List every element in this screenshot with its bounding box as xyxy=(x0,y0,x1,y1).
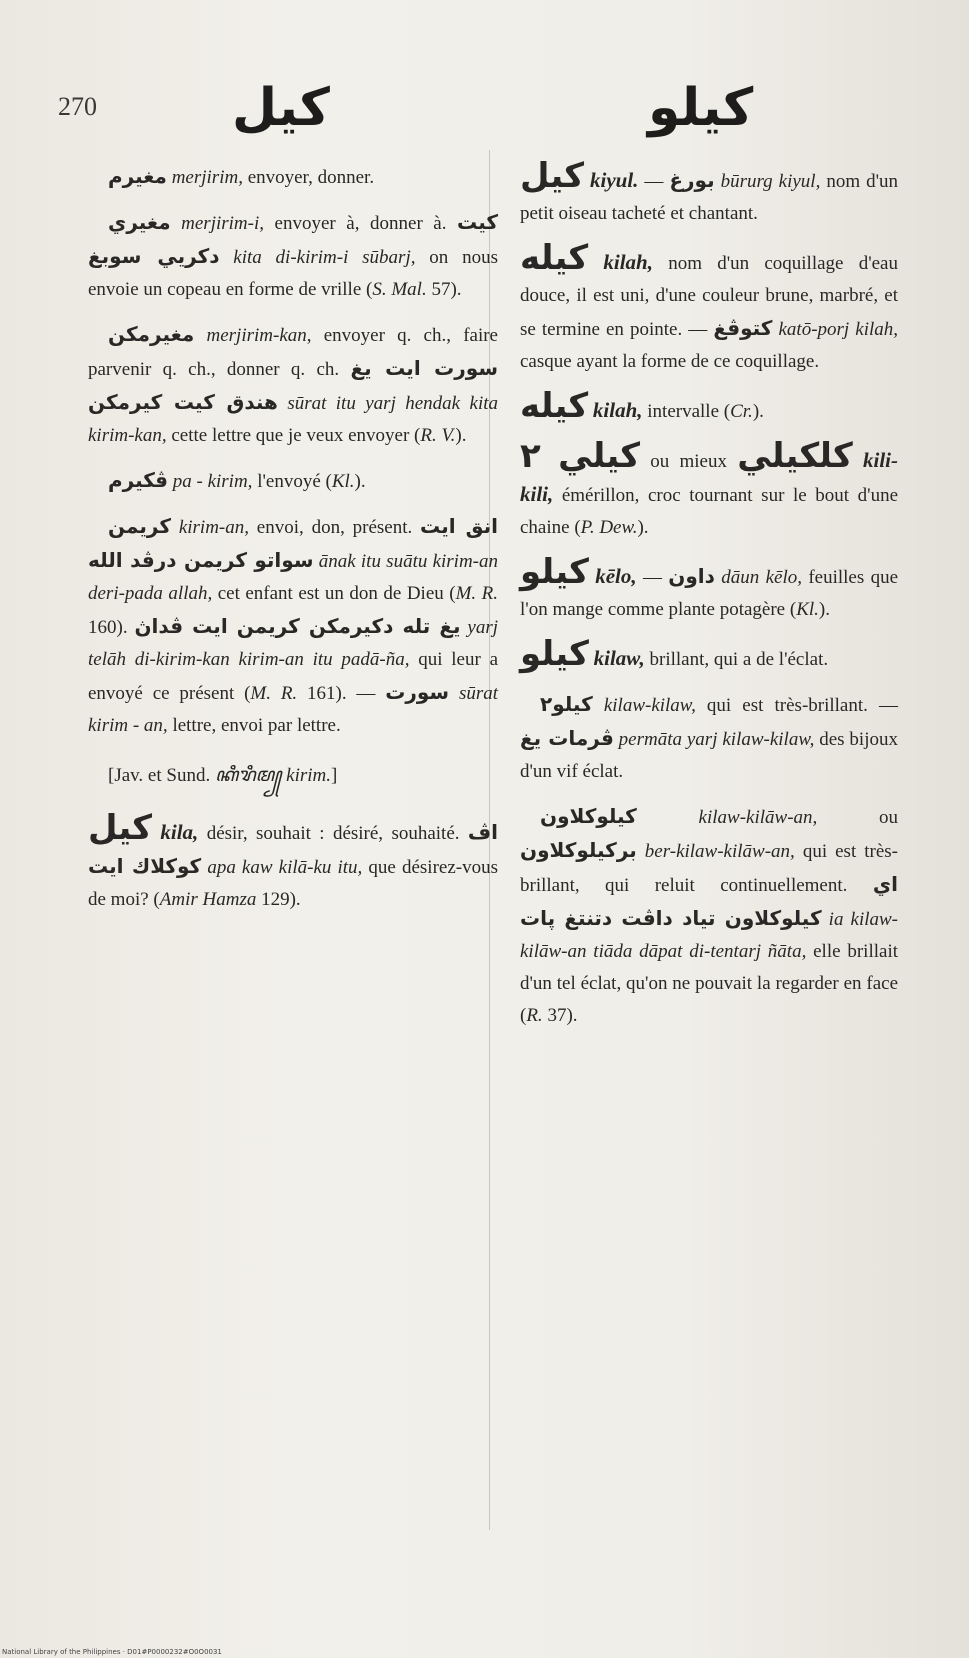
text: 57). xyxy=(426,279,462,300)
note-text: ] xyxy=(331,765,338,786)
arabic-headword: كيل xyxy=(520,156,584,196)
text: ). xyxy=(818,599,830,620)
arabic-example: كتوڤغ xyxy=(713,316,773,340)
example-transliteration: sūrat itu yarj hendak kita kirim-kan, xyxy=(88,393,498,446)
translation: des bijoux d'un vif éclat. xyxy=(520,729,898,782)
transliteration: ber-kilaw-kilāw-an, xyxy=(644,841,795,862)
arabic-example: اي كيلوكلاون تياد داڤت دتنتغ ڽات xyxy=(520,872,898,930)
right-column xyxy=(520,156,899,1044)
entry-merjirim-i xyxy=(88,206,498,306)
transliteration: kilaw-kilāw-an, xyxy=(698,807,818,828)
headword: kila, xyxy=(160,820,199,844)
headword: kilah, xyxy=(592,398,643,422)
text: — xyxy=(636,567,669,588)
definition: envoi, don, présent. xyxy=(249,517,421,538)
transliteration: merjirim-i, xyxy=(181,213,265,234)
entry-kilaw-kilaw-an xyxy=(520,800,898,1032)
translation: que désirez-vous de moi? ( xyxy=(88,857,498,910)
text: ). xyxy=(752,401,764,422)
example-transliteration: permāta yarj kilaw-kilaw, xyxy=(618,729,815,750)
example-transliteration: katō-porj kilah, xyxy=(778,319,899,340)
example-transliteration: dāun kēlo, xyxy=(721,567,802,588)
text: ). xyxy=(455,425,467,446)
definition: envoyer à, donner à. xyxy=(264,213,458,234)
example-transliteration: būrurg kiyul, xyxy=(720,171,821,192)
left-column xyxy=(88,160,498,928)
definition: l'envoyé ( xyxy=(252,471,332,492)
text: 160). xyxy=(88,617,135,638)
arabic-example: كيت دكريي سوبغ xyxy=(88,210,498,268)
transliteration: kirim. xyxy=(286,765,332,786)
translation: cet enfant est un don de Dieu ( xyxy=(212,583,456,604)
entry-kila xyxy=(88,808,498,916)
example-transliteration: ānak itu suātu kirim-an deri-pada allah, xyxy=(88,551,499,604)
translation: casque ayant la forme de ce coquillage. xyxy=(520,351,820,372)
transliteration: merjirim, xyxy=(171,167,243,188)
arabic-example: اڤ كوكلاك ايت xyxy=(88,820,498,878)
entry-kelo xyxy=(520,552,899,626)
transliteration: kirim-an, xyxy=(178,517,249,538)
arabic-text: كيلوكلاون xyxy=(540,804,637,828)
arabic-example: سورت xyxy=(385,680,450,704)
entry-pa-kirim xyxy=(88,464,498,498)
headword: kilaw, xyxy=(593,646,645,670)
translation: qui leur a envoyé ce présent ( xyxy=(88,649,498,704)
text: ). xyxy=(637,517,649,538)
source-ref: Amir Hamza xyxy=(159,889,257,910)
arabic-headword: كيلو xyxy=(520,552,589,592)
note-text: [Jav. et Sund. xyxy=(108,765,215,786)
entry-merjirim-kan xyxy=(88,318,498,452)
text: — xyxy=(638,171,670,192)
arabic-headword: كيله xyxy=(520,238,589,278)
page-number: 270 xyxy=(58,92,97,121)
arabic-example: يغ تله دكيرمكن كريمن ايت ڤداڽ xyxy=(134,614,461,638)
definition: envoyer, donner. xyxy=(242,167,375,188)
entry-kilah-2 xyxy=(520,386,898,428)
text: 129). xyxy=(256,889,301,910)
transliteration: merjirim-kan xyxy=(206,325,307,346)
example-transliteration: apa kaw kilā-ku itu, xyxy=(207,857,363,878)
example-transliteration: ia kilaw-kilāw-an tiāda dāpat di-tentarj ñāta, xyxy=(520,909,898,962)
arabic-text-alt: بركيلوكلاون xyxy=(520,838,637,862)
arabic-example: ڤرمات يغ xyxy=(520,726,614,750)
definition: émérillon, croc tournant sur le bout d'une chaine ( xyxy=(520,485,898,538)
running-head-left: كيل xyxy=(232,78,330,138)
entry-kilaw-kilaw xyxy=(520,688,898,788)
text: 37). xyxy=(542,1005,578,1026)
arabic-text: كريمن xyxy=(108,514,171,538)
definition: qui est très-brillant, qui reluit continuellement. xyxy=(520,841,898,896)
entry-merjirim xyxy=(88,160,498,194)
source-ref: M. R. xyxy=(250,683,298,704)
source-ref: R. xyxy=(526,1005,543,1026)
translation: cette lettre que je veux envoyer ( xyxy=(166,425,421,446)
arabic-headword: كيل xyxy=(88,808,152,848)
text: ou mieux xyxy=(640,451,738,472)
source-ref: S. Mal. xyxy=(372,279,427,300)
etymology-note xyxy=(88,760,498,792)
entry-kilah-1 xyxy=(520,238,899,378)
definition: intervalle ( xyxy=(642,401,731,422)
source-ref: P. Dew. xyxy=(580,517,638,538)
example-transliteration: yarj telāh di-kirim-kan kirim-an itu padā-ña, xyxy=(88,617,499,670)
javanese-script: ꦏꦶꦫꦶꦩ꧀ xyxy=(214,765,282,786)
headword: kilah, xyxy=(603,250,653,274)
definition: qui est très-brillant. — xyxy=(695,695,898,716)
text: 161). — xyxy=(297,683,386,704)
entry-kili-kili xyxy=(520,436,899,544)
translation: lettre, envoi par lettre. xyxy=(167,715,341,736)
entry-kirim-an xyxy=(88,510,498,742)
text: ou xyxy=(817,807,898,828)
source-ref: Kl. xyxy=(796,599,819,620)
source-ref: Kl. xyxy=(331,471,355,492)
transliteration: kilaw-kilaw, xyxy=(603,695,696,716)
arabic-text: كيلو٢ xyxy=(540,692,593,716)
definition: nom d'un petit oiseau tacheté et chantant. xyxy=(520,171,899,224)
definition: feuilles que l'on mange comme plante potagère ( xyxy=(520,567,899,620)
arabic-text: مغيرم xyxy=(108,164,167,188)
entry-kilaw xyxy=(520,634,898,676)
running-head-right: كيلو xyxy=(648,78,754,138)
text: ). xyxy=(354,471,366,492)
definition: désir, souhait : désiré, souhaité. xyxy=(198,823,468,844)
entry-kiyul xyxy=(520,156,899,230)
definition: , envoyer q. ch., faire parvenir q. ch., donner q. ch. xyxy=(88,325,498,380)
transliteration: pa - kirim, xyxy=(172,471,253,492)
arabic-headword: كيله xyxy=(520,386,589,426)
arabic-example: انق ايت سواتو كريمن درڤد الله xyxy=(88,514,498,572)
translation: elle brillait d'un tel éclat, qu'on ne pouvait la regarder en face ( xyxy=(520,941,898,1026)
arabic-example: داون xyxy=(668,564,715,588)
example-transliteration: sūrat kirim - an, xyxy=(88,683,499,736)
headword: kili-kili, xyxy=(520,448,899,506)
source-ref: Cr. xyxy=(730,401,753,422)
example-transliteration: kita di-kirim-i sūbarj, xyxy=(233,247,416,268)
arabic-text: مغيري xyxy=(108,210,171,234)
arabic-headword: كيلي ٢ xyxy=(520,436,641,476)
translation: on nous envoie un copeau en forme de vrille ( xyxy=(88,247,498,300)
arabic-example: بورغ xyxy=(669,168,715,192)
source-ref: R. V. xyxy=(420,425,456,446)
arabic-headword-alt: كلكيلي xyxy=(737,436,853,476)
definition: brillant, qui a de l'éclat. xyxy=(644,649,829,670)
source-ref: M. R. xyxy=(455,583,499,604)
arabic-text: مغيرمكن xyxy=(108,322,195,346)
arabic-headword: كيلو xyxy=(520,634,589,674)
headword: kēlo, xyxy=(595,564,637,588)
arabic-example: سورت ايت يغ هندق كيت كيرمكن xyxy=(88,356,498,414)
arabic-text: ڤكيرم xyxy=(108,468,168,492)
scan-footer: National Library of the Philippines · D01#P0000232#O0O0031 xyxy=(2,1648,222,1656)
headword: kiyul. xyxy=(589,168,639,192)
definition: nom d'un coquillage d'eau douce, il est uni, d'une couleur brune, marbré, et se termine en pointe. — xyxy=(520,253,898,340)
